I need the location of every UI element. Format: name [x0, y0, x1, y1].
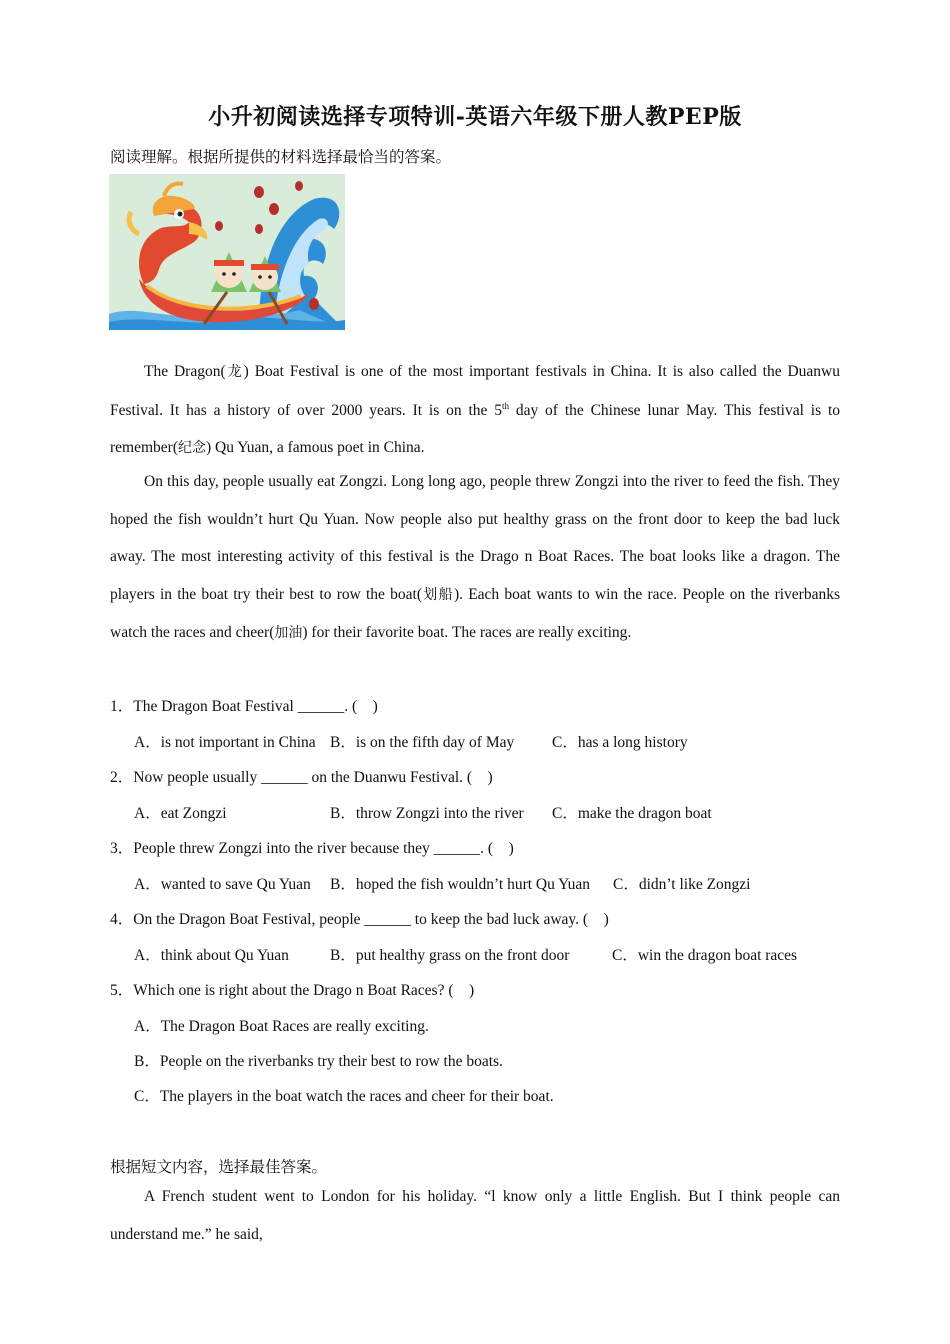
- passage2-paragraph1: A French student went to London for his holiday. “l know only a little English. But I think people can understand me.” he said,: [110, 1188, 840, 1243]
- question-2-stem: 2．Now people usually ______ on the Duanwu Festival. ( ): [110, 769, 493, 786]
- question-5-option-b: B．People on the riverbanks try their best to row the boats.: [134, 1053, 503, 1070]
- question-3-stem: 3．People threw Zongzi into the river because they ______. ( ): [110, 840, 514, 857]
- question-1-option-c: C．has a long history: [552, 734, 688, 751]
- question-5-option-c: C．The players in the boat watch the races and cheer for their boat.: [134, 1088, 554, 1105]
- question-1-option-a: A．is not important in China: [134, 734, 316, 751]
- dragon-boat-illustration: [109, 174, 345, 330]
- question-4-option-c: C．win the dragon boat races: [612, 947, 798, 964]
- question-5-option-a: A．The Dragon Boat Races are really exciting.: [134, 1018, 429, 1035]
- question-4-stem: 4．On the Dragon Boat Festival, people ______ to keep the bad luck away. ( ): [110, 911, 609, 928]
- question-4-option-a: A．think about Qu Yuan: [134, 947, 289, 964]
- passage1-paragraph2: On this day, people usually eat Zongzi. Long long ago, people threw Zongzi into the river to feed the fish. They hoped the fish wouldn’t hurt Qu Yuan. Now people also put healthy grass on the front door to keep the bad luck away. The most interesting activity of this festival is the Drago n Boat Races. The boat looks like a dragon. The players in the boat try their best to row the boat(划船). Each boat wants to win the race. People on the riverbanks watch the races and cheer(加油) for their favorite boat. The races are really exciting.: [110, 473, 840, 641]
- question-2-option-a: A．eat Zongzi: [134, 805, 227, 822]
- question-1-stem: 1．The Dragon Boat Festival ______. ( ): [110, 698, 378, 715]
- question-2-option-c: C．make the dragon boat: [552, 805, 712, 822]
- section2-instruction: 根据短文内容，选择最佳答案。: [110, 1158, 328, 1176]
- section1-instruction: 阅读理解。根据所提供的材料选择最恰当的答案。: [110, 148, 452, 166]
- passage1-paragraph1: The Dragon(龙) Boat Festival is one of the most important festivals in China. It is also called the Duanwu Festival. It has a history of over 2000 years. It is on the 5th day of the Chinese lunar May. This festival is to remember(纪念) Qu Yuan, a famous poet in China.: [110, 363, 840, 456]
- question-2-option-b: B．throw Zongzi into the river: [330, 805, 524, 822]
- question-3-option-b: B．hoped the fish wouldn’t hurt Qu Yuan: [330, 876, 591, 893]
- question-3-option-c: C．didn’t like Zongzi: [613, 876, 751, 893]
- question-3-option-a: A．wanted to save Qu Yuan: [134, 876, 311, 893]
- question-5-stem: 5．Which one is right about the Drago n Boat Races? ( ): [110, 982, 475, 999]
- question-1-option-b: B．is on the fifth day of May: [330, 734, 515, 751]
- question-4-option-b: B．put healthy grass on the front door: [330, 947, 570, 964]
- page-title: 小升初阅读选择专项特训-英语六年级下册人教PEP版: [208, 104, 742, 130]
